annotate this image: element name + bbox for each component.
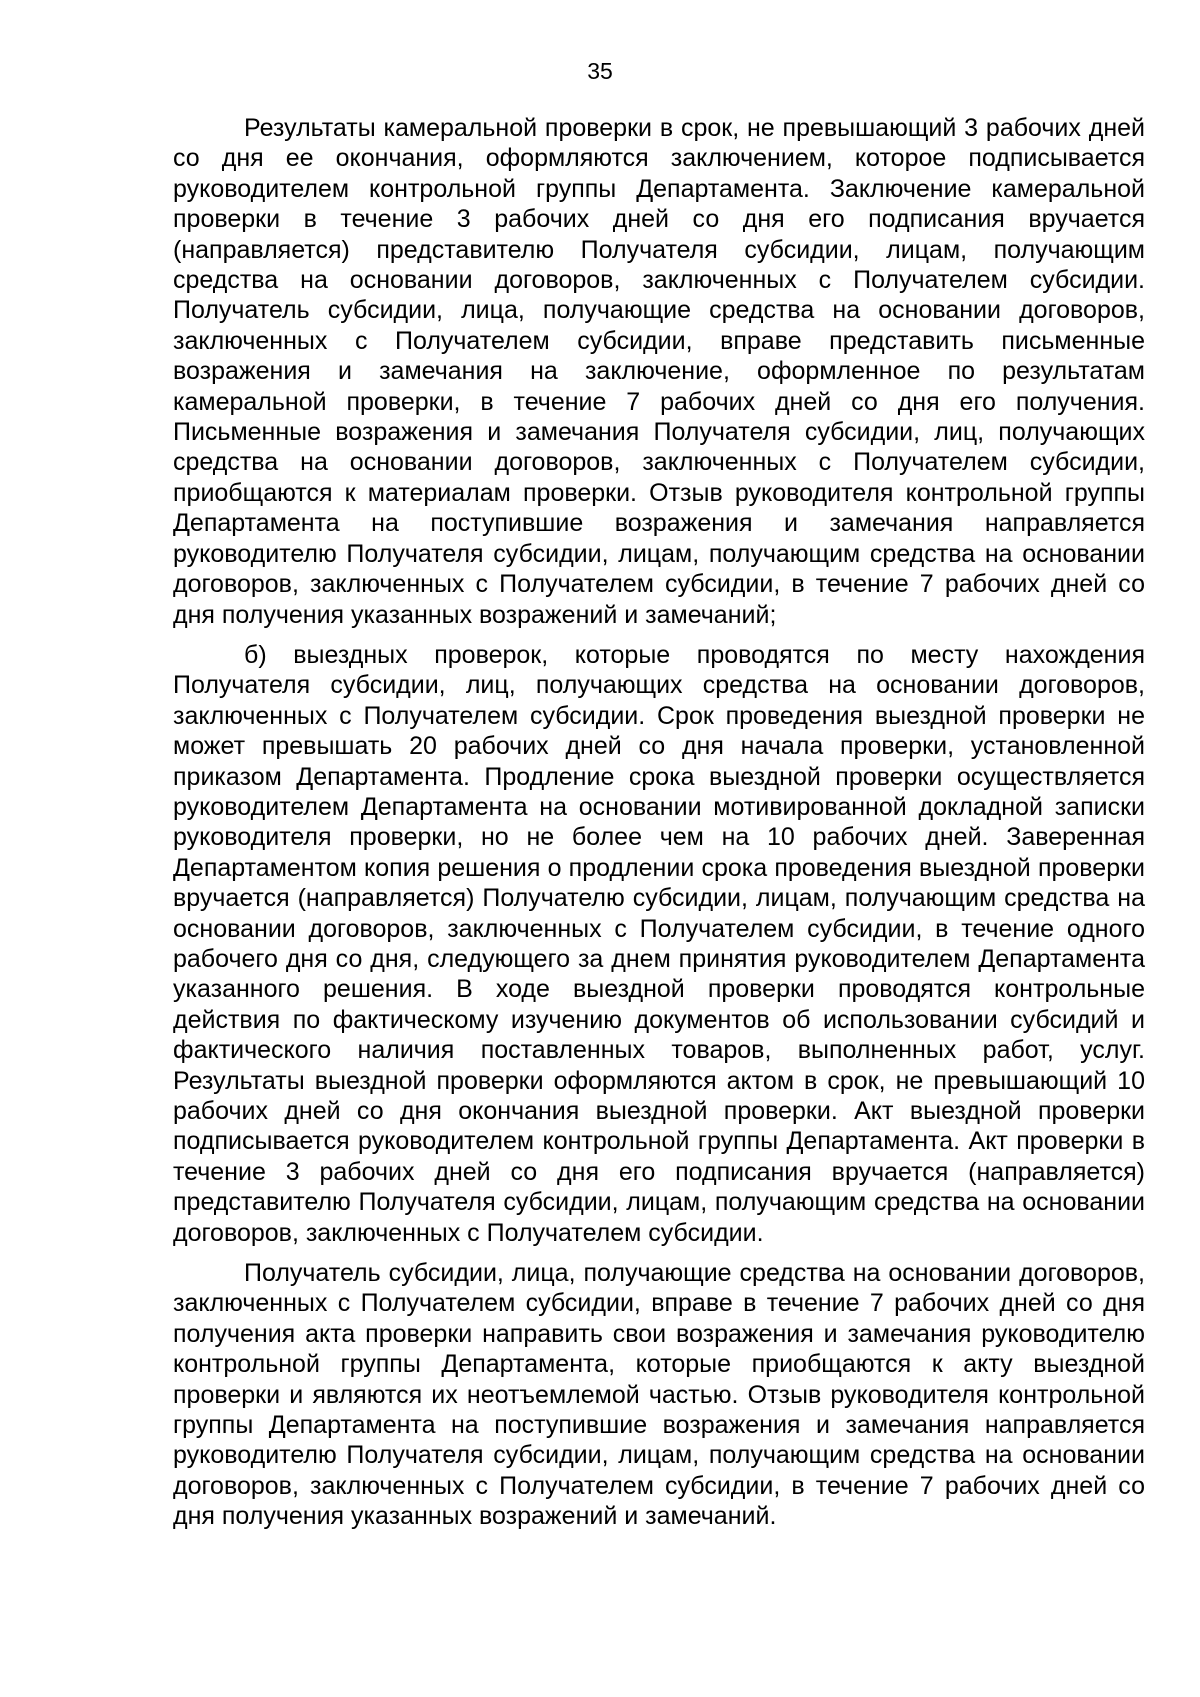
document-body [173,113,1145,1532]
paragraph-objections: Получатель субсидии, лица, получающие средства на основании договоров, заключенных с Получателем субсидии, вправе в течение 7 рабочих дней со дня получения акта проверки направить свои возражения и замечания руководителю контрольной группы Департамента, которые приобщаются к акту выездной проверки и являются их неотъемлемой частью. Отзыв руководителя контрольной группы Департамента на поступившие возражения и замечания направляется руководителю Получателя субсидии, лицам, получающим средства на основании договоров, заключенных с Получателем субсидии, в течение 7 рабочих дней со дня получения указанных возражений и замечаний. [173,1259,1145,1531]
page-number: 35 [587,58,613,84]
paragraph-field-audits: б) выездных проверок, которые проводятся по месту нахождения Получателя субсидии, лиц, получающих средства на основании договоров, заключенных с Получателем субсидии. Срок проведения выездной проверки не может превышать 20 рабочих дней со дня начала проверки, установленной приказом Департамента. Продление срока выездной проверки осуществляется руководителем Департамента на основании мотивированной докладной записки руководителя проверки, но не более чем на 10 рабочих дней. Заверенная Департаментом копия решения о продлении срока проведения выездной проверки вручается (направляется) Получателю субсидии, лицам, получающим средства на основании договоров, заключенных с Получателем субсидии, в течение одного рабочего дня со дня, следующего за днем принятия руководителем Департамента указанного решения. В ходе выездной проверки проводятся контрольные действия по фактическому изучению документов об использовании субсидий и фактического наличия поставленных товаров, выполненных работ, услуг. Результаты выездной проверки оформляются актом в срок, не превышающий 10 рабочих дней со дня окончания выездной проверки. Акт выездной проверки подписывается руководителем контрольной группы Департамента. Акт проверки в течение 3 рабочих дней со дня его подписания вручается (направляется) представителю Получателя субсидии, лицам, получающим средства на основании договоров, заключенных с Получателем субсидии. [173,640,1145,1247]
paragraph-desk-audit-results: Результаты камеральной проверки в срок, не превышающий 3 рабочих дней со дня ее окончания, оформляются заключением, которое подписывается руководителем контрольной группы Департамента. Заключение камеральной проверки в течение 3 рабочих дней со дня его подписания вручается (направляется) представителю Получателя субсидии, лицам, получающим средства на основании договоров, заключенных с Получателем субсидии. Получатель субсидии, лица, получающие средства на основании договоров, заключенных с Получателем субсидии, вправе представить письменные возражения и замечания на заключение, оформленное по результатам камеральной проверки, в течение 7 рабочих дней со дня его получения. Письменные возражения и замечания Получателя субсидии, лиц, получающих средства на основании договоров, заключенных с Получателем субсидии, приобщаются к материалам проверки. Отзыв руководителя контрольной группы Департамента на поступившие возражения и замечания направляется руководителю Получателя субсидии, лицам, получающим средства на основании договоров, заключенных с Получателем субсидии, в течение 7 рабочих дней со дня получения указанных возражений и замечаний; [173,114,1145,629]
